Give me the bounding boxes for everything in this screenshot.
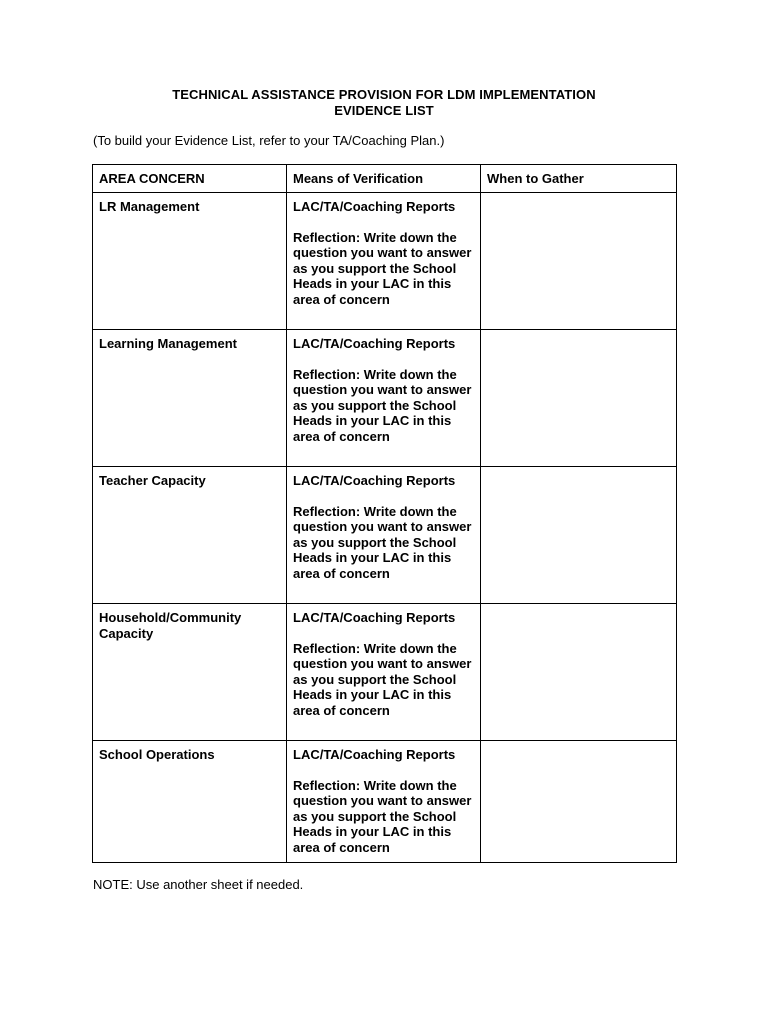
reflection-text: Reflection: Write down the question you want to answer as you support the School Heads in your LAC in this area of concern bbox=[293, 366, 472, 444]
reports-text: LAC/TA/Coaching Reports bbox=[293, 336, 456, 351]
table-row bbox=[93, 193, 677, 330]
reports-text: LAC/TA/Coaching Reports bbox=[293, 199, 456, 214]
reflection-text: Reflection: Write down the question you want to answer as you support the School Heads in your LAC in this area of concern bbox=[293, 229, 472, 307]
instruction-text: (To build your Evidence List, refer to your TA/Coaching Plan.) bbox=[93, 133, 445, 148]
header-means-of-verification: Means of Verification bbox=[287, 165, 481, 193]
footer-note: NOTE: Use another sheet if needed. bbox=[93, 877, 304, 892]
when-cell[interactable] bbox=[481, 741, 677, 863]
reports-text: LAC/TA/Coaching Reports bbox=[293, 473, 456, 488]
area-cell: LR Management bbox=[93, 193, 287, 330]
when-cell[interactable] bbox=[481, 193, 677, 330]
table-row bbox=[93, 467, 677, 604]
reports-text: LAC/TA/Coaching Reports bbox=[293, 610, 456, 625]
verification-cell bbox=[287, 330, 481, 467]
reflection-text: Reflection: Write down the question you want to answer as you support the School Heads in your LAC in this area of concern bbox=[293, 503, 472, 581]
verification-cell bbox=[287, 741, 481, 863]
when-cell[interactable] bbox=[481, 467, 677, 604]
evidence-table bbox=[92, 164, 677, 863]
verification-cell bbox=[287, 193, 481, 330]
document-subtitle: EVIDENCE LIST bbox=[334, 103, 434, 118]
table-row bbox=[93, 741, 677, 863]
when-cell[interactable] bbox=[481, 604, 677, 741]
verification-cell bbox=[287, 467, 481, 604]
reflection-text: Reflection: Write down the question you want to answer as you support the School Heads in your LAC in this area of concern bbox=[293, 640, 472, 718]
area-cell: School Operations bbox=[93, 741, 287, 863]
header-when-to-gather: When to Gather bbox=[481, 165, 677, 193]
verification-cell bbox=[287, 604, 481, 741]
area-cell: Household/Community Capacity bbox=[93, 604, 287, 741]
area-cell: Teacher Capacity bbox=[93, 467, 287, 604]
when-cell[interactable] bbox=[481, 330, 677, 467]
document-title: TECHNICAL ASSISTANCE PROVISION FOR LDM IMPLEMENTATION bbox=[172, 87, 596, 102]
table-row bbox=[93, 330, 677, 467]
table-row bbox=[93, 604, 677, 741]
reports-text: LAC/TA/Coaching Reports bbox=[293, 747, 456, 762]
header-area-concern: AREA CONCERN bbox=[93, 165, 287, 193]
reflection-text: Reflection: Write down the question you want to answer as you support the School Heads in your LAC in this area of concern bbox=[293, 777, 472, 855]
area-cell: Learning Management bbox=[93, 330, 287, 467]
table-header-row bbox=[93, 165, 677, 193]
